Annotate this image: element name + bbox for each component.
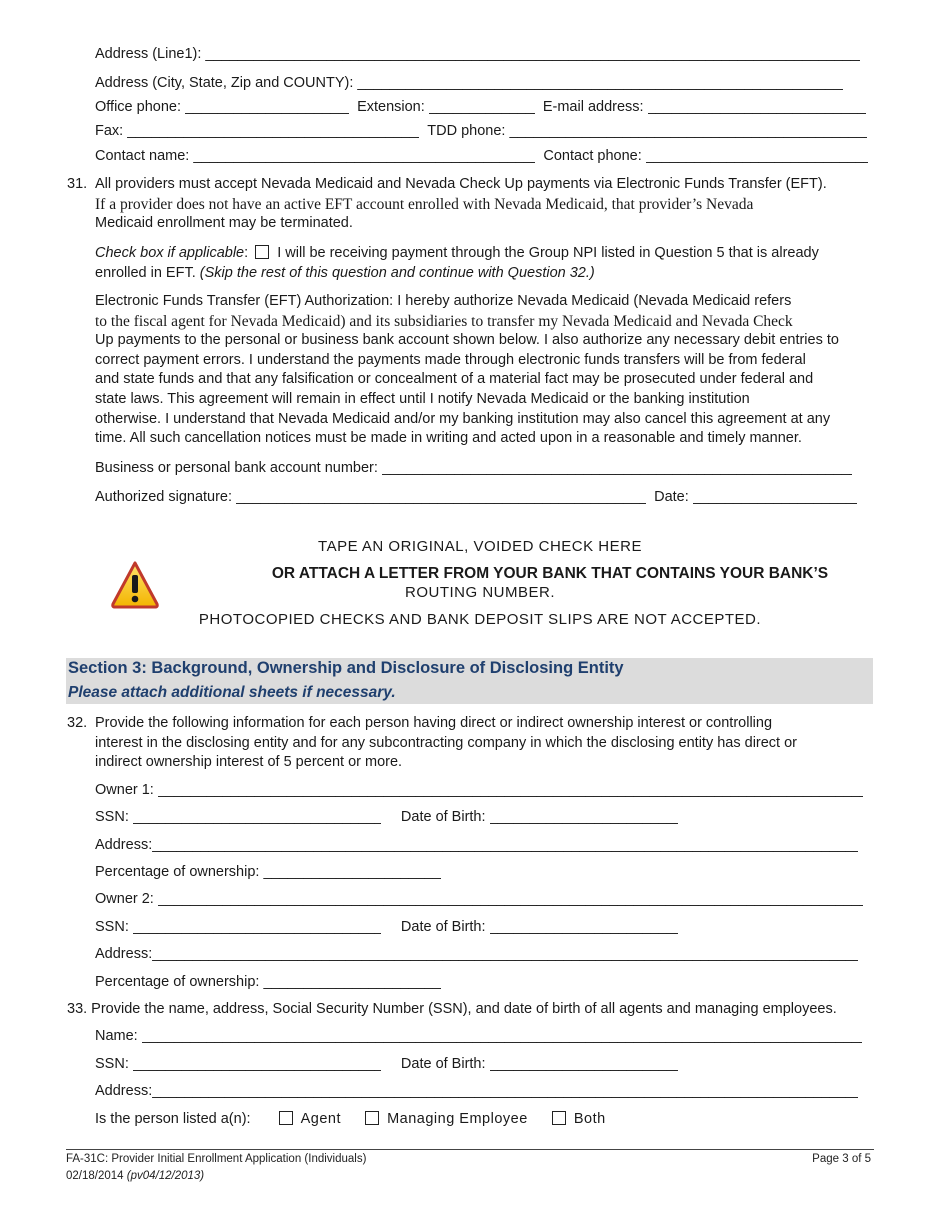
eft-auth-line: to the fiscal agent for Nevada Medicaid) and its subsidiaries to transfer my Nevada Medicaid and Nevada Check (95, 312, 793, 330)
managing-employee-checkbox[interactable] (365, 1111, 379, 1125)
signature-date-label: Date: (654, 489, 689, 505)
person-type-label: Is the person listed a(n): (95, 1111, 251, 1127)
email-field[interactable] (648, 98, 866, 116)
person-type-row (95, 1110, 880, 1128)
tdd-field[interactable] (509, 122, 867, 140)
owner1-dob-label: Date of Birth: (400, 809, 486, 825)
bank-account-field[interactable] (382, 459, 852, 477)
owner2-address-label: Address: (95, 946, 153, 962)
owner2-field[interactable] (158, 890, 863, 908)
owner2-address-field[interactable] (152, 945, 858, 963)
eft-checkbox-block (95, 244, 885, 283)
owner1-ssn-label: SSN: (95, 809, 129, 825)
fax-label: Fax: (95, 123, 124, 139)
tdd-label: TDD phone: (427, 123, 506, 139)
extension-field[interactable] (429, 98, 535, 116)
notice-line1: TAPE AN ORIGINAL, VOIDED CHECK HERE (318, 538, 642, 555)
bank-account-label: Business or personal bank account number: (95, 460, 378, 476)
agent-option-label: Agent (300, 1111, 342, 1127)
email-label: E-mail address: (542, 99, 644, 115)
owner2-ssn-label: SSN: (95, 919, 129, 935)
question-32 (67, 714, 887, 773)
agent-name-label: Name: (95, 1028, 138, 1044)
contact-row (95, 147, 880, 165)
owner2-percentage-label: Percentage of ownership: (95, 974, 260, 990)
contact-name-label: Contact name: (95, 148, 190, 164)
footer-form-title: FA-31C: Provider Initial Enrollment Application (Individuals) (66, 1153, 367, 1165)
managing-employee-option-label: Managing Employee (387, 1111, 528, 1127)
checkbox-prefix: Check box if applicable (95, 245, 245, 261)
question-31-text-line1: All providers must accept Nevada Medicaid and Nevada Check Up payments via Electronic Funds Transfer (EFT). (95, 176, 827, 192)
owner1-address-field[interactable] (152, 836, 858, 854)
signature-label: Authorized signature: (95, 489, 233, 505)
office-phone-label: Office phone: (95, 99, 181, 115)
owner1-address-label: Address: (95, 837, 153, 853)
eft-authorization (95, 292, 885, 449)
eft-auth-line: correct payment errors. I understand the payments made through electronic funds transfers will be from federal (95, 351, 806, 368)
agent-name-field[interactable] (142, 1027, 862, 1045)
eft-auth-line: Electronic Funds Transfer (EFT) Authorization: I hereby authorize Nevada Medicaid (Nevada Medicaid refers (95, 293, 792, 309)
bank-account-row (95, 459, 880, 477)
enrolled-eft-label: enrolled in EFT. (95, 264, 196, 281)
agent-dob-field[interactable] (490, 1055, 678, 1073)
group-npi-eft-checkbox[interactable] (255, 245, 269, 259)
eft-auth-line: state laws. This agreement will remain in effect until I notify Nevada Medicaid or the banking institution (95, 390, 750, 407)
owner2-dob-label: Date of Birth: (400, 919, 486, 935)
owner1-address-row (95, 836, 880, 854)
section-3-subtitle: Please attach additional sheets if necessary. (68, 684, 396, 701)
contact-name-field[interactable] (193, 147, 535, 165)
office-phone-field[interactable] (185, 98, 349, 116)
owner2-address-row (95, 945, 880, 963)
owner2-dob-field[interactable] (490, 918, 678, 936)
address-line1-label: Address (Line1): (95, 46, 202, 62)
question-31 (67, 175, 887, 234)
agent-ssn-row (95, 1055, 880, 1073)
group-npi-eft-label: I will be receiving payment through the Group NPI listed in Question 5 that is already (277, 245, 819, 261)
owner2-label: Owner 2: (95, 891, 154, 907)
signature-row (95, 488, 880, 506)
signature-date-field[interactable] (693, 488, 857, 506)
extension-label: Extension: (357, 99, 425, 115)
address-city-row (95, 74, 880, 92)
contact-phone-field[interactable] (646, 147, 868, 165)
agent-address-label: Address: (95, 1083, 153, 1099)
owner1-percentage-field[interactable] (263, 863, 441, 881)
page-number: Page 3 of 5 (812, 1153, 871, 1165)
agent-checkbox[interactable] (279, 1111, 293, 1125)
both-option-label: Both (573, 1111, 606, 1127)
agent-address-field[interactable] (152, 1082, 858, 1100)
question-31-text-line2: If a provider does not have an active EFT account enrolled with Nevada Medicaid, that provider’s Nevada (95, 195, 754, 213)
owner1-field[interactable] (158, 781, 863, 799)
office-phone-row (95, 98, 880, 116)
owner2-ssn-field[interactable] (133, 918, 381, 936)
owner2-percentage-row (95, 973, 880, 991)
address-line1-row (95, 45, 880, 63)
both-checkbox[interactable] (552, 1111, 566, 1125)
section-3-title: Section 3: Background, Ownership and Disclosure of Disclosing Entity (68, 659, 624, 677)
owner1-percentage-row (95, 863, 880, 881)
question-31-text-line3: Medicaid enrollment may be terminated. (95, 215, 353, 232)
footer-divider (66, 1149, 874, 1150)
eft-auth-line: time. All such cancellation notices must be made in writing and acted upon in a reasonable and timely manner. (95, 430, 802, 447)
fax-row (95, 122, 880, 140)
question-33-text: 33. Provide the name, address, Social Security Number (SSN), and date of birth of all agents and managing employees. (67, 1001, 837, 1017)
question-32-number: 32. (67, 715, 88, 731)
address-city-label: Address (City, State, Zip and COUNTY): (95, 75, 354, 91)
notice-line2: OR ATTACH A LETTER FROM YOUR BANK THAT CONTAINS YOUR BANK’S (271, 565, 829, 582)
owner2-percentage-field[interactable] (263, 973, 441, 991)
fax-field[interactable] (127, 122, 419, 140)
eft-auth-line: and state funds and that any falsification or concealment of a material fact may be prosecuted under federal and (95, 371, 814, 388)
notice-line4: PHOTOCOPIED CHECKS AND BANK DEPOSIT SLIPS ARE NOT ACCEPTED. (198, 611, 762, 628)
address-city-field[interactable] (357, 74, 843, 92)
owner2-ssn-row (95, 918, 880, 936)
eft-auth-line: Up payments to the personal or business bank account shown below. I also authorize any necessary debit entries to (95, 332, 839, 349)
question-32-text-line2: interest in the disclosing entity and for any subcontracting company in which the disclosing entity has direct or (95, 734, 798, 751)
skip-instruction: (Skip the rest of this question and continue with Question 32.) (199, 264, 595, 281)
footer-version: (pv04/12/2013) (126, 1170, 205, 1182)
question-32-text-line1: Provide the following information for each person having direct or indirect ownership interest or controlling (95, 715, 773, 731)
notice-line3: ROUTING NUMBER. (405, 584, 555, 601)
owner1-row (95, 781, 880, 799)
owner2-row (95, 890, 880, 908)
address-line1-field[interactable] (205, 45, 860, 63)
owner1-ssn-field[interactable] (133, 808, 381, 826)
question-32-text-line3: indirect ownership interest of 5 percent or more. (95, 754, 403, 771)
agent-name-row (95, 1027, 880, 1045)
owner1-percentage-label: Percentage of ownership: (95, 864, 260, 880)
agent-ssn-field[interactable] (133, 1055, 381, 1073)
agent-address-row (95, 1082, 880, 1100)
checkbox-colon: : (244, 245, 253, 261)
owner1-dob-field[interactable] (490, 808, 678, 826)
signature-field[interactable] (236, 488, 646, 506)
contact-phone-label: Contact phone: (543, 148, 642, 164)
eft-auth-line: otherwise. I understand that Nevada Medicaid and/or my banking institution may also cancel this agreement at any (95, 410, 831, 427)
footer-date: 02/18/2014 (66, 1170, 124, 1182)
agent-dob-label: Date of Birth: (400, 1056, 486, 1072)
owner1-label: Owner 1: (95, 782, 154, 798)
owner1-ssn-row (95, 808, 880, 826)
footer-date-row (66, 1170, 204, 1182)
agent-ssn-label: SSN: (95, 1056, 129, 1072)
question-31-number: 31. (67, 176, 88, 192)
